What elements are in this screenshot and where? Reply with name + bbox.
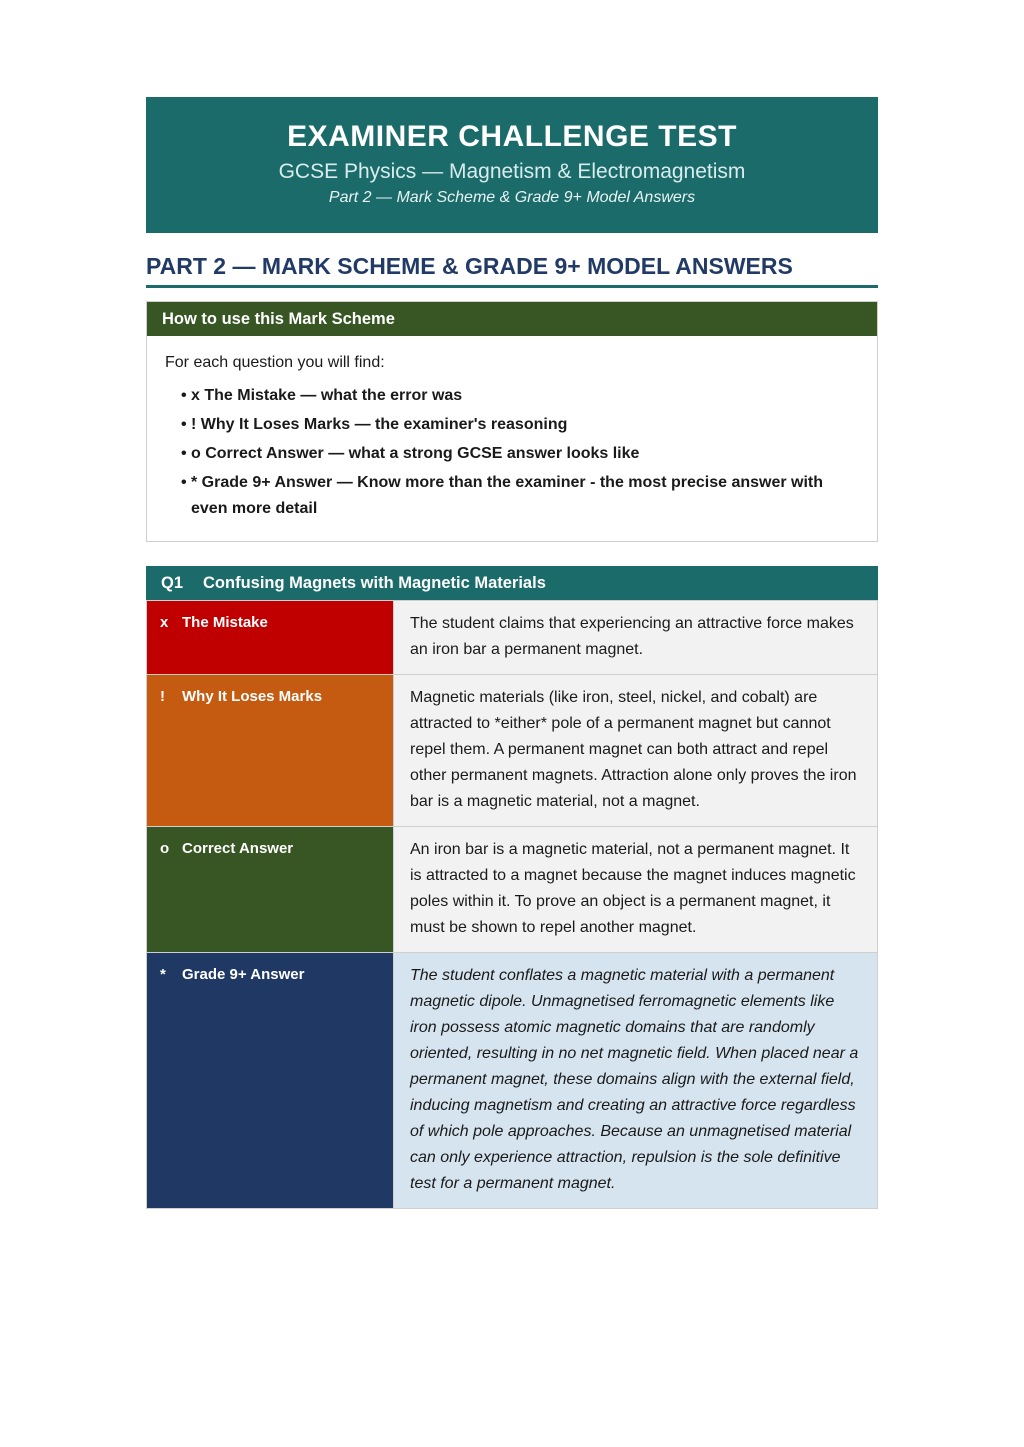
row-label: Grade 9+ Answer (182, 966, 305, 983)
how-to-use-body (147, 336, 877, 541)
list-item: • * Grade 9+ Answer — Know more than the examiner - the most precise answer with even more detail (181, 470, 859, 522)
title-banner (146, 97, 878, 233)
banner-subtitle: GCSE Physics — Magnetism & Electromagnetism (278, 160, 746, 183)
row-label: Correct Answer (182, 840, 294, 857)
correct-text: An iron bar is a magnetic material, not a permanent magnet. It is attracted to a magnet because the magnet induces magnetic poles within it. To prove an object is a permanent magnet, it must be shown to repel another magnet. (394, 827, 878, 953)
mistake-label-cell (147, 601, 394, 675)
how-to-use-intro: For each question you will find: (165, 354, 385, 371)
exclamation-icon: ! (160, 688, 165, 705)
correct-label-cell (147, 827, 394, 953)
table-row (147, 953, 878, 1209)
how-to-use-box (146, 301, 878, 542)
question-number: Q1 (161, 574, 184, 592)
grade9-text: The student conflates a magnetic material with a permanent magnetic dipole. Unmagnetised ferromagnetic elements like iron possess atomic magnetic domains that are randomly oriented, resulting in no net magnetic field. When placed near a permanent magnet, these domains align with the external field, inducing magnetism and creating an attractive force regardless of which pole approaches. Because an unmagnetised material can only experience attraction, repulsion is the sole definitive test for a permanent magnet. (394, 953, 878, 1209)
why-label-cell (147, 675, 394, 827)
question-block-q1 (146, 566, 878, 1209)
row-label: Why It Loses Marks (182, 688, 323, 705)
how-to-use-list (165, 383, 859, 522)
star-icon: * (160, 966, 166, 983)
table-row (147, 675, 878, 827)
list-item: • x The Mistake — what the error was (181, 383, 859, 409)
question-header (146, 566, 878, 600)
table-row (147, 601, 878, 675)
mark-scheme-table (146, 600, 878, 1209)
row-label: The Mistake (182, 614, 268, 631)
list-item: • ! Why It Loses Marks — the examiner's reasoning (181, 412, 859, 438)
table-row (147, 827, 878, 953)
circle-icon: o (160, 840, 170, 857)
why-text: Magnetic materials (like iron, steel, nickel, and cobalt) are attracted to *either* pole of a permanent magnet but cannot repel them. A permanent magnet can both attract and repel other permanent magnets. Attraction alone only proves the iron bar is a magnetic material, not a magnet. (394, 675, 878, 827)
question-title: Confusing Magnets with Magnetic Materials (203, 574, 546, 592)
mistake-text: The student claims that experiencing an attractive force makes an iron bar a permanent magnet. (394, 601, 878, 675)
section-heading: PART 2 — MARK SCHEME & GRADE 9+ MODEL ANSWERS (146, 252, 878, 288)
how-to-use-header: How to use this Mark Scheme (147, 302, 877, 336)
cross-icon: x (160, 614, 169, 631)
mark-scheme-page (146, 97, 878, 1209)
banner-part-label: Part 2 — Mark Scheme & Grade 9+ Model Answers (328, 189, 696, 206)
banner-title: EXAMINER CHALLENGE TEST (287, 120, 737, 153)
grade9-label-cell (147, 953, 394, 1209)
list-item: • o Correct Answer — what a strong GCSE answer looks like (181, 441, 859, 467)
